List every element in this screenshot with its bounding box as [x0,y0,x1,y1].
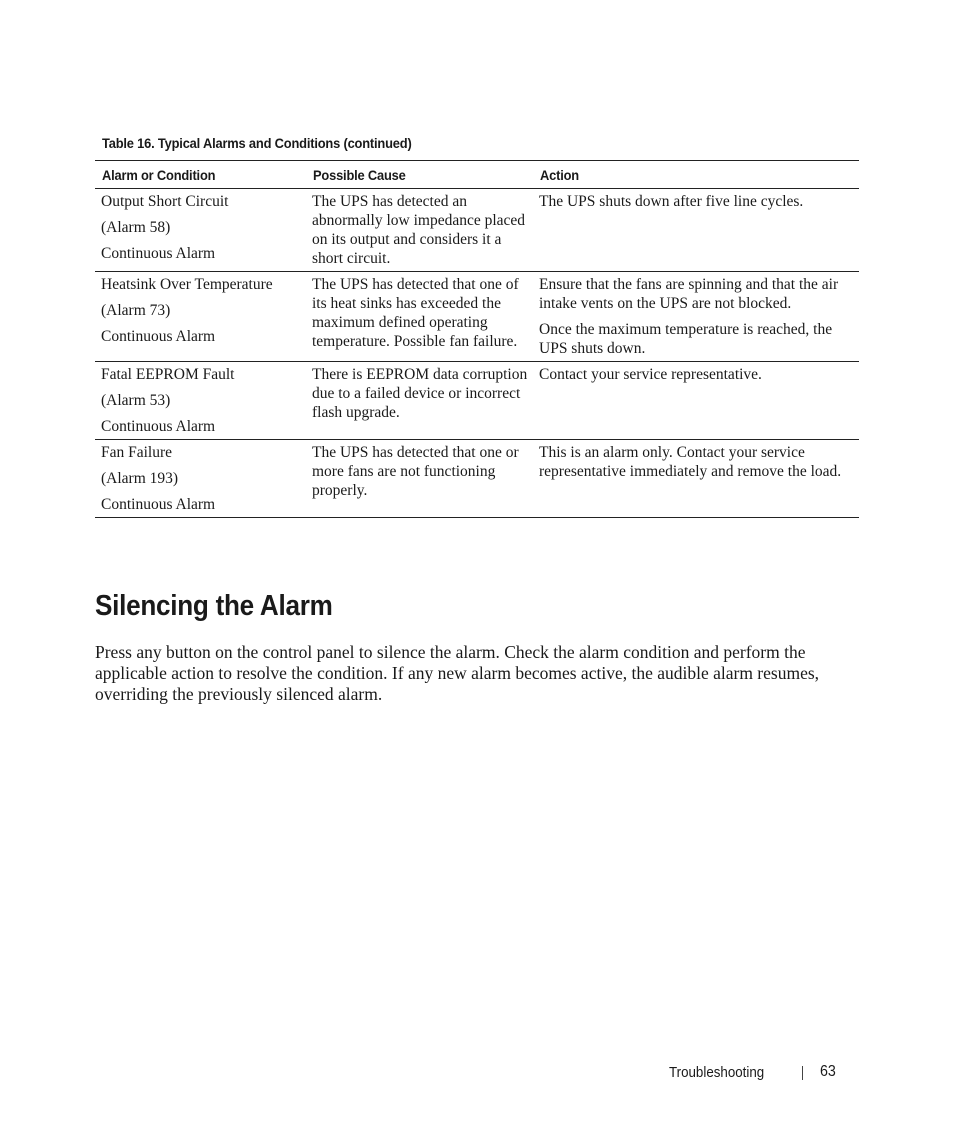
action-text: Ensure that the fans are spinning and that the air intake vents on the UPS are not blocked. [539,276,839,312]
condition-cell [95,272,306,362]
action-text: This is an alarm only. Contact your service representative immediately and remove the load. [539,444,842,480]
action-cell [533,189,859,272]
cause-cell: The UPS has detected an abnormally low impedance placed on its output and considers it a short circuit. [306,189,533,272]
condition-name: Heatsink Over Temperature [101,276,273,293]
section-heading: Silencing the Alarm [95,590,333,622]
section-body-paragraph: Press any button on the control panel to silence the alarm. Check the alarm condition and perform the applicable action to resolve the condition. If any new alarm becomes active, the audible alarm resumes, overriding the previously silenced alarm. [95,642,820,704]
condition-name: Fan Failure [101,444,173,461]
table-row [95,440,859,518]
alarm-type: Continuous Alarm [101,496,216,513]
table-row [95,272,859,362]
alarms-table [95,160,859,518]
alarm-code: (Alarm 73) [101,302,171,319]
condition-name: Output Short Circuit [101,193,229,210]
page-number: 63 [820,1063,836,1080]
table-header-row [95,161,859,189]
footer-section-label: Troubleshooting [669,1065,765,1081]
table-row [95,362,859,440]
cause-cell: The UPS has detected that one of its heat sinks has exceeded the maximum defined operating temperature. Possible fan failure. [306,272,533,362]
footer-divider [802,1066,803,1080]
alarm-type: Continuous Alarm [101,245,216,262]
action-text: Once the maximum temperature is reached, the UPS shuts down. [539,321,833,357]
alarm-code: (Alarm 58) [101,219,171,236]
condition-name: Fatal EEPROM Fault [101,366,235,383]
action-text: Contact your service representative. [539,366,762,383]
cause-cell: There is EEPROM data corruption due to a failed device or incorrect flash upgrade. [306,362,533,440]
table-caption: Table 16. Typical Alarms and Conditions (continued) [102,135,412,151]
alarm-type: Continuous Alarm [101,418,216,435]
condition-cell [95,440,306,518]
action-cell [533,272,859,362]
cause-cell: The UPS has detected that one or more fans are not functioning properly. [306,440,533,518]
condition-cell [95,362,306,440]
page-footer [0,1063,954,1083]
column-header-cause: Possible Cause [306,161,533,189]
table-row [95,189,859,272]
condition-cell [95,189,306,272]
alarm-code: (Alarm 193) [101,470,179,487]
column-header-condition: Alarm or Condition [95,161,306,189]
action-cell [533,362,859,440]
action-text: The UPS shuts down after five line cycles. [539,193,804,210]
column-header-action: Action [533,161,859,189]
alarm-code: (Alarm 53) [101,392,171,409]
alarm-type: Continuous Alarm [101,328,216,345]
action-cell [533,440,859,518]
